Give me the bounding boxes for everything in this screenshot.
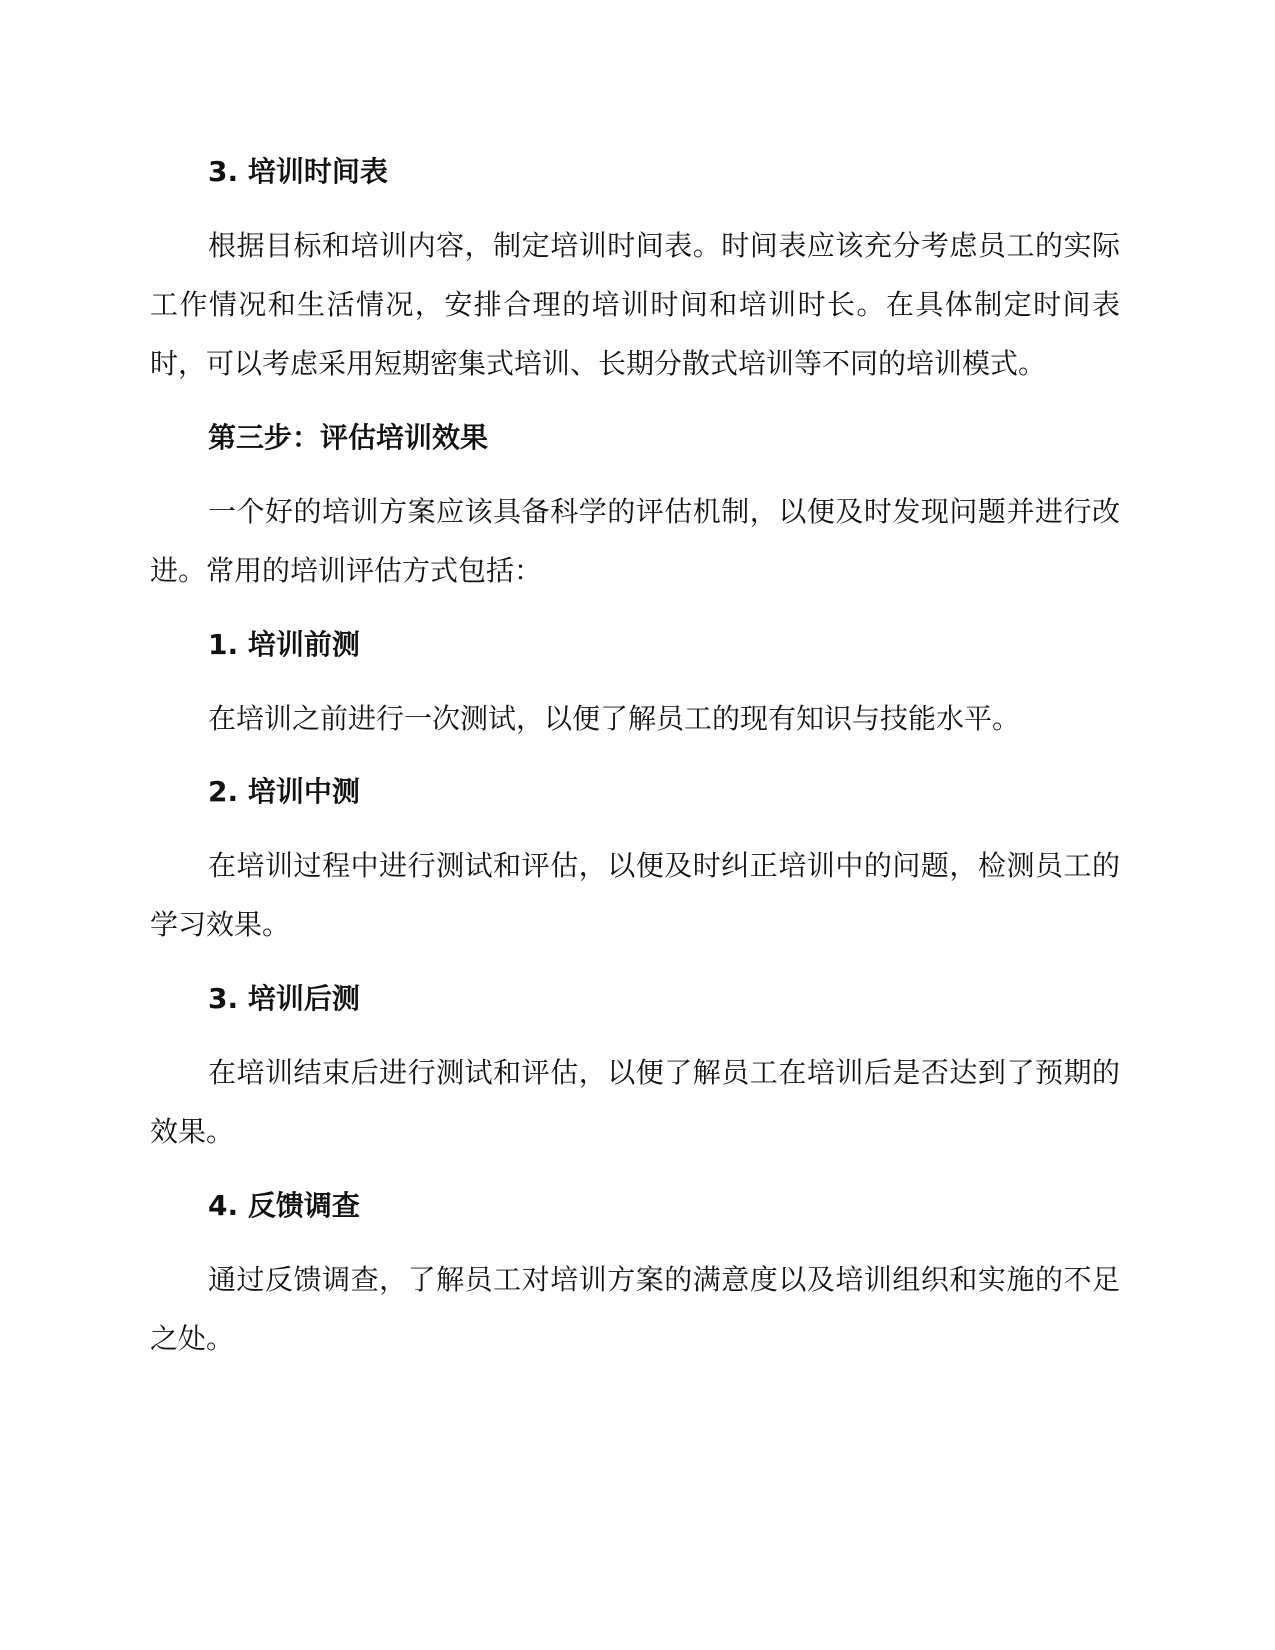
- heading-post-test: 3. 培训后测: [208, 982, 360, 1015]
- heading-training-schedule: 3. 培训时间表: [208, 155, 388, 188]
- heading-step-three: 第三步：评估培训效果: [208, 421, 489, 454]
- heading-pre-test: 1. 培训前测: [208, 628, 360, 661]
- paragraph-post-test: 在培训结束后进行测试和评估，以便了解员工在培训后是否达到了预期的效果。: [150, 1056, 1120, 1148]
- paragraph-feedback-survey: 通过反馈调查，了解员工对培训方案的满意度以及培训组织和实施的不足之处。: [150, 1263, 1120, 1355]
- paragraph-evaluation-intro: 一个好的培训方案应该具备科学的评估机制，以便及时发现问题并进行改进。常用的培训评估方式包括：: [150, 495, 1120, 587]
- paragraph-pre-test: 在培训之前进行一次测试，以便了解员工的现有知识与技能水平。: [208, 702, 1021, 735]
- paragraph-training-schedule: 根据目标和培训内容，制定培训时间表。时间表应该充分考虑员工的实际工作情况和生活情况，安排合理的培训时间和培训时长。在具体制定时间表时，可以考虑采用短期密集式培训、长期分散式培训等不同的培训模式。: [150, 229, 1120, 380]
- paragraph-mid-test: 在培训过程中进行测试和评估，以便及时纠正培训中的问题，检测员工的学习效果。: [150, 849, 1120, 941]
- heading-feedback-survey: 4. 反馈调查: [208, 1189, 360, 1222]
- heading-mid-test: 2. 培训中测: [208, 775, 360, 808]
